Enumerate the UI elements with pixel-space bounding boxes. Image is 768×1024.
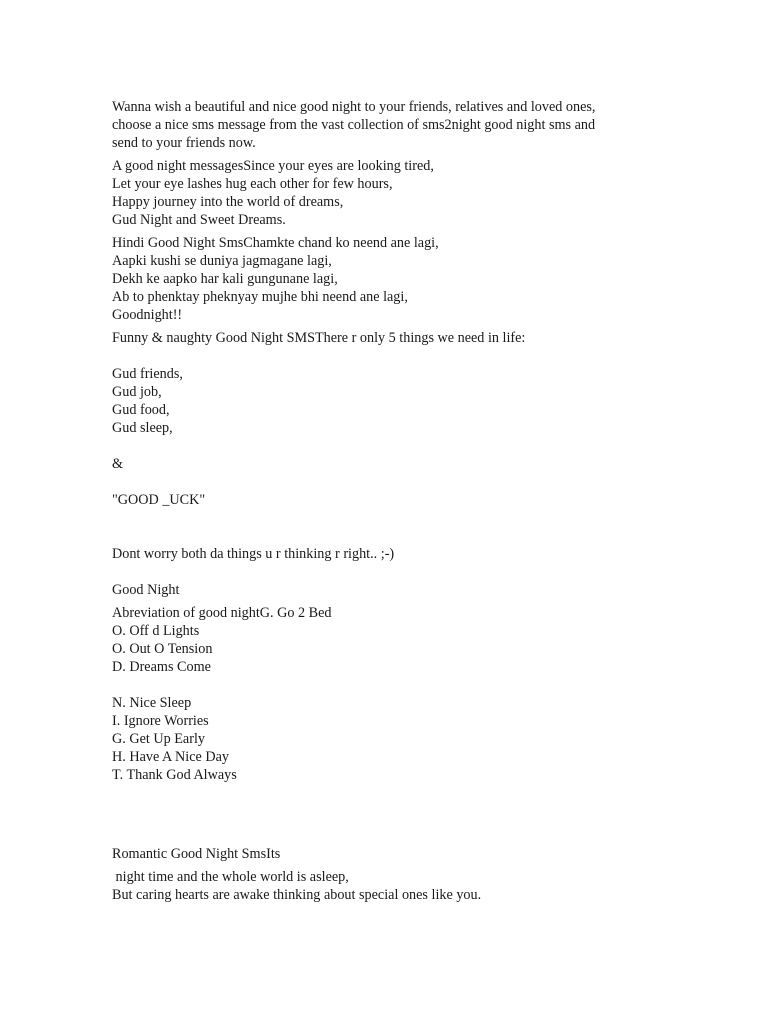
message-line: Goodnight!! (112, 307, 183, 323)
message-good-night (112, 157, 672, 229)
abbrev-line: O. Out O Tension (112, 641, 213, 657)
abbrev-line: N. Nice Sleep (112, 695, 192, 711)
blank-line (112, 563, 672, 581)
message-heading: Romantic Good Night SmsIts (112, 846, 281, 862)
list-item: Gud food, (112, 402, 170, 418)
blank-line (112, 527, 672, 545)
intro-line: send to your friends now. (112, 135, 256, 151)
message-line: Gud Night and Sweet Dreams. (112, 212, 286, 228)
abbrev-line: Abreviation of good nightG. Go 2 Bed (112, 605, 332, 621)
abbrev-line: H. Have A Nice Day (112, 749, 230, 765)
punch-line: Dont worry both da things u r thinking r right.. ;-) (112, 546, 395, 562)
message-line: Let your eye lashes hug each other for few hours, (112, 176, 393, 192)
message-line: night time and the whole world is asleep, (112, 869, 349, 885)
message-line: Hindi Good Night SmsChamkte chand ko neend ane lagi, (112, 235, 439, 251)
signoff-line: Good Night (112, 582, 180, 598)
intro-paragraph (112, 98, 672, 152)
abbrev-line: D. Dreams Come (112, 659, 211, 675)
message-line: Ab to phenktay pheknyay mujhe bhi neend ane lagi, (112, 289, 408, 305)
message-abbreviation (112, 604, 672, 784)
message-hindi (112, 234, 672, 324)
message-funny (112, 329, 672, 599)
quote-line: "GOOD _UCK" (112, 492, 206, 508)
blank-line (112, 676, 672, 694)
list-item: Gud job, (112, 384, 162, 400)
message-line: Aapki kushi se duniya jagmagane lagi, (112, 253, 332, 269)
message-line: A good night messagesSince your eyes are looking tired, (112, 158, 434, 174)
message-heading: Funny & naughty Good Night SMSThere r only 5 things we need in life: (112, 330, 526, 346)
ampersand: & (112, 456, 124, 472)
list-item: Gud sleep, (112, 420, 173, 436)
blank-space (112, 789, 672, 845)
message-line: Happy journey into the world of dreams, (112, 194, 344, 210)
blank-line (112, 437, 672, 455)
intro-line: choose a nice sms message from the vast collection of sms2night good night sms and (112, 117, 596, 133)
abbrev-line: G. Get Up Early (112, 731, 205, 747)
message-line: Dekh ke aapko har kali gungunane lagi, (112, 271, 338, 287)
message-romantic (112, 845, 672, 863)
document-body (112, 98, 672, 909)
message-line: But caring hearts are awake thinking about special ones like you. (112, 887, 482, 903)
blank-line (112, 347, 672, 365)
intro-line: Wanna wish a beautiful and nice good night to your friends, relatives and loved ones, (112, 99, 596, 115)
message-romantic-body (112, 868, 672, 904)
abbrev-line: O. Off d Lights (112, 623, 200, 639)
blank-line (112, 473, 672, 491)
blank-line (112, 509, 672, 527)
list-item: Gud friends, (112, 366, 183, 382)
abbrev-line: T. Thank God Always (112, 767, 237, 783)
abbrev-line: I. Ignore Worries (112, 713, 209, 729)
